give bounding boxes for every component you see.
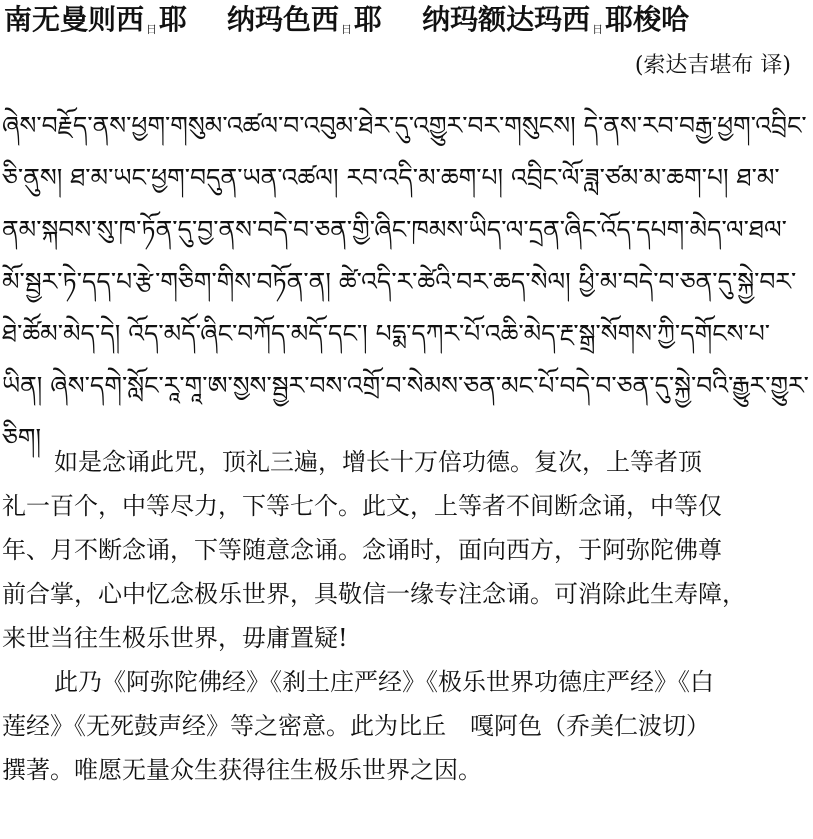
mantra-segment-1 xyxy=(4,0,187,46)
mantra-text: 南无曼则西 xyxy=(4,3,145,36)
mantra-segment-3 xyxy=(422,0,689,46)
chinese-line: 撰著。唯愿无量众生获得往生极乐世界之因。 xyxy=(2,756,482,784)
mantra-text: 耶梭哈 xyxy=(605,3,690,36)
mantra-text: 耶 xyxy=(354,3,383,36)
tibetan-line: ནམ་སྐབས་སུ་ཁ་ཏོན་དུ་བྱ་ནས་བདེ་བ་ཅན་གྱི་ཞིང་ཁམས་ཡིད་ལ་དྲན་ཞིང་འོད་དཔག་མེད་ལ་ཐལ་ xyxy=(2,215,787,244)
mantra-subscript: 日 xyxy=(592,23,604,36)
chinese-line: 礼一百个，中等尽力，下等七个。此文，上等者不间断念诵，中等仅 xyxy=(2,492,722,520)
mantra-subscript: 日 xyxy=(341,23,353,36)
chinese-line: 此乃《阿弥陀佛经》《刹土庄严经》《极乐世界功德庄严经》《白 xyxy=(54,668,714,696)
chinese-line: 如是念诵此咒，顶礼三遍，增长十万倍功德。复次，上等者顶 xyxy=(54,448,702,476)
chinese-line: 来世当往生极乐世界，毋庸置疑! xyxy=(2,624,348,652)
chinese-line: 前合掌，心中忆念极乐世界，具敬信一缘专注念诵。可消除此生寿障， xyxy=(2,580,746,608)
tibetan-line: ཐེ་ཚོམ་མེད་དེ། འོད་མདོ་ཞིང་བཀོད་མདོ་དང་། པདྨ་དཀར་པོ་འཆི་མེད་རྔ་སྒྲ་སོགས་ཀྱི་དགོངས་པ་ xyxy=(2,319,771,348)
mantra-title xyxy=(4,0,810,40)
tibetan-line: ཅི་ནུས། ཐ་མ་ཡང་ཕྱག་བདུན་ཡན་འཚལ། རབ་འདི་མ་ཆག་པ། འབྲིང་ལོ་ཟླ་ཙམ་མ་ཆག་པ། ཐ་མ་ xyxy=(2,163,780,192)
mantra-text: 耶 xyxy=(159,3,188,36)
mantra-text: 纳玛色西 xyxy=(227,3,340,36)
chinese-line: 年、月不断念诵，下等随意念诵。念诵时，面向西方，于阿弥陀佛尊 xyxy=(2,536,722,564)
chinese-line: 莲经》《无死鼓声经》等之密意。此为比丘 嘎阿色（乔美仁波切） xyxy=(2,712,710,740)
mantra-text: 纳玛额达玛西 xyxy=(422,3,591,36)
tibetan-paragraph xyxy=(2,100,810,464)
chinese-body xyxy=(2,440,810,792)
translator-credit: (索达吉堪布 译) xyxy=(634,53,791,78)
mantra-subscript: 日 xyxy=(146,23,158,36)
tibetan-line: ཡིན། ཞེས་དགེ་སློང་རཱ་གཱ་ཨ་སྱས་སྦྱར་བས་འགྲོ་བ་སེམས་ཅན་མང་པོ་བདེ་བ་ཅན་དུ་སྐྱེ་བའི་རྒྱུར་གྱུར་ xyxy=(2,371,809,400)
mantra-segment-2 xyxy=(227,0,382,46)
tibetan-line: ཅིག། xyxy=(2,423,42,452)
tibetan-line: མོ་སྦྱར་ཏེ་དད་པ་རྩེ་གཅིག་གིས་བཏོན་ན། ཚེ་འདི་ར་ཚེའི་བར་ཆད་སེལ། ཕྱི་མ་བདེ་བ་ཅན་དུ་སྐྱེ་བར་ xyxy=(2,267,797,296)
tibetan-line: ཞེས་བརྗོད་ནས་ཕྱག་གསུམ་འཚལ་བ་འབུམ་ཐེར་དུ་འགྱུར་བར་གསུངས། དེ་ནས་རབ་བརྒྱ་ཕྱག་འབྲིང་ xyxy=(2,111,807,140)
